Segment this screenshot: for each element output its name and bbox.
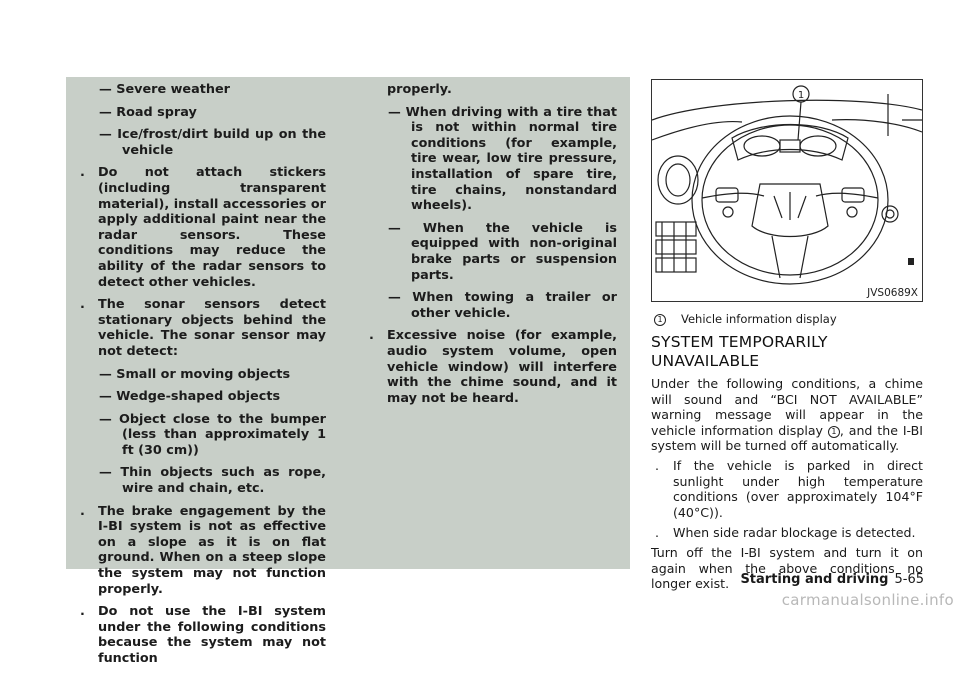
- bullet-item: [76, 165, 326, 290]
- bullet-item: [651, 525, 923, 540]
- steering-wheel-illustration: [651, 79, 923, 302]
- callout-marker: 1: [828, 426, 840, 438]
- continued-text: properly.: [387, 82, 452, 97]
- left-column: [76, 82, 326, 674]
- caption-text: Vehicle information display: [681, 312, 837, 326]
- bullet-marker: .: [80, 165, 85, 181]
- bullet-marker: .: [655, 458, 660, 474]
- figure-id: JVS0689X: [867, 287, 918, 299]
- bullet-text: The sonar sensors detect stationary objects behind the vehicle. The sonar sensor may not detect:: [98, 297, 326, 359]
- footer-section: Starting and driving: [740, 572, 889, 587]
- page-footer: [740, 572, 924, 587]
- bullet-text: If the vehicle is parked in direct sunlight under high temperature conditions (over approximately 104°F (40°C)).: [673, 458, 923, 520]
- bullet-marker: .: [369, 328, 374, 344]
- list-item: — When the vehicle is equipped with non-original brake parts or suspension parts.: [388, 220, 617, 283]
- list-item: — Road spray: [99, 104, 197, 120]
- page-number: 5-65: [894, 572, 924, 587]
- list-item: — When driving with a tire that is not within normal tire conditions (for example, tire wear, low tire pressure, installation of spare tire, tire chains, nonstandard wheels).: [388, 104, 617, 214]
- bullet-marker: .: [80, 503, 85, 519]
- closing-paragraph: Turn off the I-BI system and turn it on again when the above conditions no longer exist.: [651, 545, 923, 592]
- callout-marker: 1: [654, 314, 666, 326]
- steering-wheel-drawing: [652, 80, 922, 301]
- bullet-item: [651, 458, 923, 520]
- bullet-item: [365, 328, 617, 406]
- bullet-item: [76, 604, 326, 666]
- list-item: — Ice/frost/dirt build up on the vehicle: [99, 127, 326, 158]
- figure-callout-number: 1: [797, 90, 805, 101]
- bullet-text: Do not use the I-BI system under the following conditions because the system may not function: [98, 604, 326, 666]
- list-item: — Thin objects such as rope, wire and chain, etc.: [99, 465, 326, 497]
- intro-text: Under the following conditions, a chime will sound and “BCI NOT AVAILABLE” warning message will appear in the vehicle information display: [651, 376, 923, 438]
- intro-text-end: , and the I-BI system will be turned off automatically.: [651, 422, 923, 454]
- figure-caption: [651, 312, 923, 327]
- list-item: — Object close to the bumper (less than approximately 1 ft (30 cm)): [99, 411, 326, 458]
- right-column: [651, 312, 923, 597]
- list-item: — When towing a trailer or other vehicle.: [388, 290, 617, 321]
- intro-paragraph: [651, 376, 923, 453]
- bullet-marker: .: [80, 604, 85, 620]
- bullet-text: Excessive noise (for example, audio system volume, open vehicle window) will interfere with the chime sound, and it may not be heard.: [387, 328, 617, 406]
- section-heading: SYSTEM TEMPORARILY UNAVAILABLE: [651, 333, 828, 371]
- bullet-text: Do not attach stickers (including transparent material), install accessories or apply additional paint near the radar sensors. These conditions may reduce the ability of the radar sensors to detect other vehicles.: [98, 165, 326, 290]
- bullet-item: [76, 504, 326, 598]
- watermark: carmanualsonline.info: [781, 591, 954, 609]
- bullet-marker: .: [655, 525, 660, 541]
- bullet-marker: .: [80, 297, 85, 313]
- list-item: — Wedge-shaped objects: [99, 389, 281, 405]
- bullet-item: [76, 297, 326, 359]
- middle-column: [365, 82, 617, 413]
- list-item: — Small or moving objects: [99, 366, 291, 382]
- list-item: — Severe weather: [99, 82, 230, 97]
- bullet-text: When side radar blockage is detected.: [673, 525, 916, 541]
- bullet-text: The brake engagement by the I-BI system is not as effective on a slope as it is on flat ground. When on a steep slope the system may not function properly.: [98, 503, 326, 597]
